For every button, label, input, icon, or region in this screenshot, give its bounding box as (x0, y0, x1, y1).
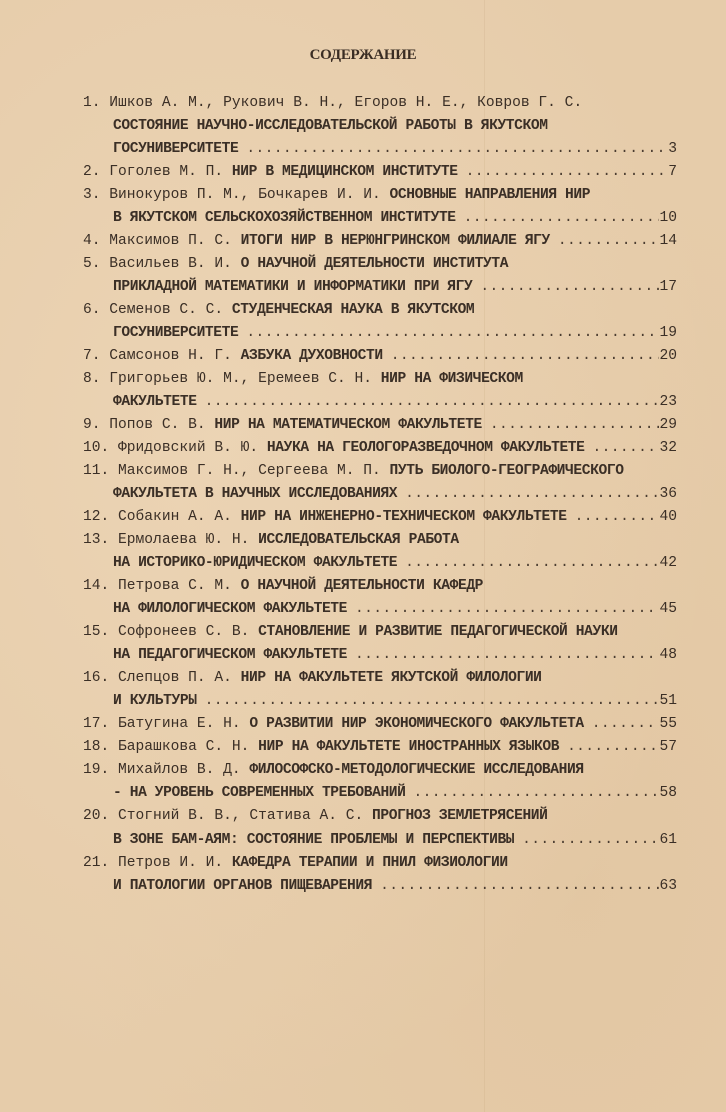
entry-number: 12. (83, 509, 119, 526)
toc-line-text (83, 713, 584, 736)
toc-entry[interactable] (83, 736, 677, 759)
entry-title-line: И КУЛЬТУРЫ (113, 693, 197, 710)
entry-title-line: ПУТЬ БИОЛОГО-ГЕОГРАФИЧЕСКОГО (389, 463, 624, 480)
toc-entry[interactable] (83, 621, 677, 667)
toc-entry[interactable] (83, 161, 677, 184)
toc-line-continuation (83, 875, 677, 898)
entry-number: 1. (83, 95, 110, 111)
toc-line-first (83, 414, 677, 437)
dot-leader (355, 598, 659, 621)
entry-title-line: ГОСУНИВЕРСИТЕТЕ (113, 141, 239, 158)
toc-line-text (113, 391, 197, 414)
entry-page-number: 3 (668, 141, 677, 158)
toc-line-text (83, 759, 584, 782)
entry-number: 17. (83, 716, 119, 733)
toc-line-first (83, 161, 677, 184)
entry-page-number: 14 (659, 233, 677, 250)
entry-title-line: КАФЕДРА ТЕРАПИИ И ПНИЛ ФИЗИОЛОГИИ (231, 854, 508, 871)
entry-title-line: СТУДЕНЧЕСКАЯ НАУКА В ЯКУТСКОМ (231, 302, 475, 319)
toc-line-text (83, 253, 508, 276)
dot-leader (464, 207, 660, 230)
entry-number: 21. (83, 854, 119, 871)
dot-leader (405, 483, 659, 506)
entry-authors: Васильев В. И. (109, 256, 232, 273)
toc-line-text (83, 161, 458, 184)
entry-title-line: ПРОГНОЗ ЗЕМЛЕТРЯСЕНИЙ (372, 808, 548, 825)
toc-entry[interactable] (83, 230, 677, 253)
toc-line-first (83, 299, 677, 322)
entry-authors: Батугина Е. Н. (118, 716, 241, 733)
entry-title-line: О НАУЧНОЙ ДЕЯТЕЛЬНОСТИ ИНСТИТУТА (240, 256, 509, 273)
entry-authors: Петрова С. М. (118, 578, 232, 595)
entry-page-number: 63 (659, 877, 677, 894)
toc-line-first (83, 736, 677, 759)
dot-leader (355, 644, 659, 667)
entry-title-line: ПРИКЛАДНОЙ МАТЕМАТИКИ И ИНФОРМАТИКИ ПРИ ЯГУ (113, 279, 473, 296)
entry-title-line: НАУКА НА ГЕОЛОГОРАЗВЕДОЧНОМ ФАКУЛЬТЕТЕ (266, 440, 585, 457)
dot-leader (593, 437, 660, 460)
entry-page-number: 42 (659, 555, 677, 572)
entry-page-number: 32 (659, 440, 677, 457)
entry-page-number: 61 (659, 831, 677, 848)
dot-leader (391, 345, 660, 368)
entry-page-number: 58 (659, 785, 677, 802)
entry-page-number: 17 (659, 279, 677, 296)
entry-page-number: 48 (659, 647, 677, 664)
dot-leader (490, 414, 660, 437)
entry-page-number: 57 (659, 739, 677, 756)
toc-line-text (83, 368, 523, 391)
toc-entry[interactable] (83, 759, 677, 805)
page-title: СОДЕРЖАНИЕ (309, 47, 417, 63)
toc-line-text (83, 805, 548, 828)
entry-title-line: И ПАТОЛОГИИ ОРГАНОВ ПИЩЕВАРЕНИЯ (113, 877, 373, 894)
entry-page-number: 40 (659, 509, 677, 526)
entry-number: 16. (83, 670, 119, 687)
entry-title-line: НА ФИЛОЛОГИЧЕСКОМ ФАКУЛЬТЕТЕ (113, 601, 348, 618)
toc-line-text (113, 598, 347, 621)
entry-authors: Самсонов Н. Г. (109, 348, 232, 365)
entry-title-line: СОСТОЯНИЕ НАУЧНО-ИССЛЕДОВАТЕЛЬСКОЙ РАБОТЫ В ЯКУТСКОМ (113, 118, 548, 135)
entry-title-line: НИР НА МАТЕМАТИЧЕСКОМ ФАКУЛЬТЕТЕ (214, 417, 482, 434)
toc-line-continuation (83, 207, 677, 230)
toc-line-text (83, 414, 482, 437)
toc-entry[interactable] (83, 805, 677, 851)
toc-entry[interactable] (83, 345, 677, 368)
toc-line-first (83, 805, 677, 828)
entry-title-line: ФАКУЛЬТЕТА В НАУЧНЫХ ИССЛЕДОВАНИЯХ (113, 486, 398, 503)
toc-line-first (83, 184, 677, 207)
entry-authors: Гоголев М. П. (109, 164, 224, 181)
toc-line-first (83, 667, 677, 690)
entry-page-number: 36 (659, 486, 677, 503)
dot-leader (466, 161, 669, 184)
toc-line-first (83, 368, 677, 391)
toc-entry[interactable] (83, 437, 677, 460)
toc-entry[interactable] (83, 852, 677, 898)
entry-number: 20. (83, 808, 119, 825)
toc-line-first (83, 852, 677, 875)
toc-line-text (113, 483, 397, 506)
toc-line-continuation (83, 644, 677, 667)
entry-authors: Собакин А. А. (118, 509, 232, 526)
entry-title-line: АЗБУКА ДУХОВНОСТИ (240, 348, 383, 365)
dot-leader (246, 322, 659, 345)
toc-line-text (83, 852, 508, 875)
entry-title-line: НА ИСТОРИКО-ЮРИДИЧЕСКОМ ФАКУЛЬТЕТЕ (113, 555, 398, 572)
dot-leader (558, 230, 660, 253)
toc-line-text (83, 621, 618, 644)
toc-line-first (83, 575, 677, 598)
dot-leader (205, 391, 660, 414)
toc-line-continuation (83, 138, 677, 161)
entry-number: 15. (83, 624, 119, 641)
toc-entry[interactable] (83, 575, 677, 621)
toc-line-continuation (83, 322, 677, 345)
entry-title-line: ИТОГИ НИР В НЕРЮНГРИНСКОМ ФИЛИАЛЕ ЯГУ (240, 233, 550, 250)
toc-line-text (113, 875, 372, 898)
toc-entry[interactable] (83, 529, 677, 575)
entry-page-number: 51 (659, 693, 677, 710)
entry-page-number: 55 (659, 716, 677, 733)
toc-line-continuation (83, 829, 677, 852)
entry-authors: Григорьев Ю. М., Еремеев С. Н. (109, 371, 373, 388)
dot-leader (380, 875, 659, 898)
entry-authors: Ермолаева Ю. Н. (118, 532, 250, 549)
entry-authors: Петров И. И. (118, 854, 224, 871)
toc-line-first (83, 759, 677, 782)
entry-authors: Максимов Г. Н., Сергеева М. П. (118, 463, 381, 480)
toc-line-continuation (83, 115, 677, 138)
entry-title-line: НИР НА ИНЖЕНЕРНО-ТЕХНИЧЕСКОМ ФАКУЛЬТЕТЕ (240, 509, 567, 526)
toc-line-continuation (83, 552, 677, 575)
toc-line-text (83, 92, 582, 115)
dot-leader (575, 506, 660, 529)
dot-leader (480, 276, 659, 299)
toc-line-text (83, 184, 590, 207)
entry-number: 4. (83, 233, 110, 250)
toc-line-text (113, 276, 472, 299)
entry-authors: Ишков А. М., Рукович В. Н., Егоров Н. Е., Ковров Г. С. (109, 95, 583, 111)
entry-title-line: СТАНОВЛЕНИЕ И РАЗВИТИЕ ПЕДАГОГИЧЕСКОЙ НАУКИ (258, 624, 618, 641)
toc-line-first (83, 92, 677, 115)
entry-title-line: НИР НА ФИЗИЧЕСКОМ (380, 371, 523, 388)
toc-line-first (83, 230, 677, 253)
entry-authors: Барашкова С. Н. (118, 739, 250, 756)
entry-authors: Фридовский В. Ю. (118, 440, 259, 457)
toc-line-text (113, 115, 548, 138)
entry-number: 8. (83, 371, 110, 388)
dot-leader (246, 138, 668, 161)
entry-number: 19. (83, 762, 119, 779)
toc-line-text (113, 322, 238, 345)
toc-line-text (83, 529, 459, 552)
toc-line-first (83, 253, 677, 276)
toc-line-text (83, 345, 383, 368)
entry-authors: Винокуров П. М., Бочкарев И. И. (109, 187, 381, 204)
entry-authors: Семенов С. С. (109, 302, 224, 319)
toc-line-text (113, 552, 397, 575)
entry-number: 9. (83, 417, 110, 434)
entry-title-line: В ЯКУТСКОМ СЕЛЬСКОХОЗЯЙСТВЕННОМ ИНСТИТУТЕ (113, 210, 456, 227)
toc-line-continuation (83, 391, 677, 414)
toc-entry[interactable] (83, 506, 677, 529)
toc-line-continuation (83, 782, 677, 805)
toc-line-continuation (83, 483, 677, 506)
entry-number: 18. (83, 739, 119, 756)
entry-title-line: О РАЗВИТИИ НИР ЭКОНОМИЧЕСКОГО ФАКУЛЬТЕТА (249, 716, 584, 733)
entry-page-number: 19 (659, 325, 677, 342)
entry-title-line: ОСНОВНЫЕ НАПРАВЛЕНИЯ НИР (389, 187, 591, 204)
entry-number: 7. (83, 348, 110, 365)
toc-line-first (83, 437, 677, 460)
dot-leader (522, 829, 659, 852)
entry-authors: Михайлов В. Д. (118, 762, 241, 779)
toc-line-text (113, 782, 406, 805)
entry-title-line: ФИЛОСОФСКО-МЕТОДОЛОГИЧЕСКИЕ ИССЛЕДОВАНИЯ (249, 762, 584, 779)
entry-number: 14. (83, 578, 119, 595)
toc-line-text (113, 829, 514, 852)
entry-page-number: 45 (659, 601, 677, 618)
toc-entry[interactable] (83, 92, 677, 161)
toc-line-first (83, 460, 677, 483)
toc-entry[interactable] (83, 299, 677, 345)
entry-title-line: НИР НА ФАКУЛЬТЕТЕ ИНОСТРАННЫХ ЯЗЫКОВ (258, 739, 560, 756)
entry-authors: Слепцов П. А. (118, 670, 232, 687)
toc-line-first (83, 506, 677, 529)
toc-line-text (83, 299, 474, 322)
toc-line-text (83, 460, 624, 483)
entry-title-line: ИССЛЕДОВАТЕЛЬСКАЯ РАБОТА (258, 532, 459, 549)
entry-authors: Максимов П. С. (109, 233, 232, 250)
entry-number: 6. (83, 302, 110, 319)
toc-line-text (83, 575, 483, 598)
toc-line-first (83, 621, 677, 644)
entry-page-number: 10 (659, 210, 677, 227)
toc-line-text (113, 644, 347, 667)
dot-leader (405, 552, 659, 575)
toc-line-text (113, 207, 456, 230)
entry-number: 5. (83, 256, 110, 273)
toc-entry[interactable] (83, 253, 677, 299)
entry-title-line: НИР НА ФАКУЛЬТЕТЕ ЯКУТСКОЙ ФИЛОЛОГИИ (240, 670, 542, 687)
entry-page-number: 29 (659, 417, 677, 434)
entry-number: 3. (83, 187, 110, 204)
toc-entry[interactable] (83, 460, 677, 506)
entry-number: 11. (83, 463, 119, 480)
entry-number: 2. (83, 164, 110, 181)
entry-authors: Стогний В. В., Статива А. С. (118, 808, 364, 825)
entry-page-number: 20 (659, 348, 677, 365)
entry-authors: Софронеев С. В. (118, 624, 250, 641)
dot-leader (592, 713, 660, 736)
toc-line-text (83, 437, 585, 460)
toc-line-continuation (83, 690, 677, 713)
entry-title-line: ФАКУЛЬТЕТЕ (113, 394, 197, 411)
dot-leader (414, 782, 660, 805)
toc-line-first (83, 529, 677, 552)
entry-title-line: - НА УРОВЕНЬ СОВРЕМЕННЫХ ТРЕБОВАНИЙ (113, 785, 406, 802)
toc-entry[interactable] (83, 368, 677, 414)
toc-line-text (83, 736, 559, 759)
toc-entry[interactable] (83, 713, 677, 736)
toc-line-text (83, 230, 550, 253)
toc-line-text (113, 690, 197, 713)
toc-entry[interactable] (83, 667, 677, 713)
entry-page-number: 23 (659, 394, 677, 411)
toc-entry[interactable] (83, 414, 677, 437)
table-of-contents (83, 92, 677, 898)
toc-line-first (83, 713, 677, 736)
toc-entry[interactable] (83, 184, 677, 230)
entry-title-line: ГОСУНИВЕРСИТЕТЕ (113, 325, 239, 342)
toc-line-text (113, 138, 238, 161)
toc-line-continuation (83, 276, 677, 299)
entry-page-number: 7 (668, 164, 677, 181)
entry-authors: Попов С. В. (109, 417, 206, 434)
toc-line-text (83, 506, 567, 529)
toc-line-first (83, 345, 677, 368)
entry-title-line: В ЗОНЕ БАМ-АЯМ: СОСТОЯНИЕ ПРОБЛЕМЫ И ПЕРСПЕКТИВЫ (113, 831, 515, 848)
toc-line-text (83, 667, 542, 690)
entry-title-line: О НАУЧНОЙ ДЕЯТЕЛЬНОСТИ КАФЕДР (240, 578, 484, 595)
entry-title-line: НИР В МЕДИЦИНСКОМ ИНСТИТУТЕ (231, 164, 458, 181)
entry-number: 10. (83, 440, 119, 457)
toc-line-continuation (83, 598, 677, 621)
entry-number: 13. (83, 532, 119, 549)
dot-leader (205, 690, 660, 713)
dot-leader (567, 736, 659, 759)
entry-title-line: НА ПЕДАГОГИЧЕСКОМ ФАКУЛЬТЕТЕ (113, 647, 348, 664)
